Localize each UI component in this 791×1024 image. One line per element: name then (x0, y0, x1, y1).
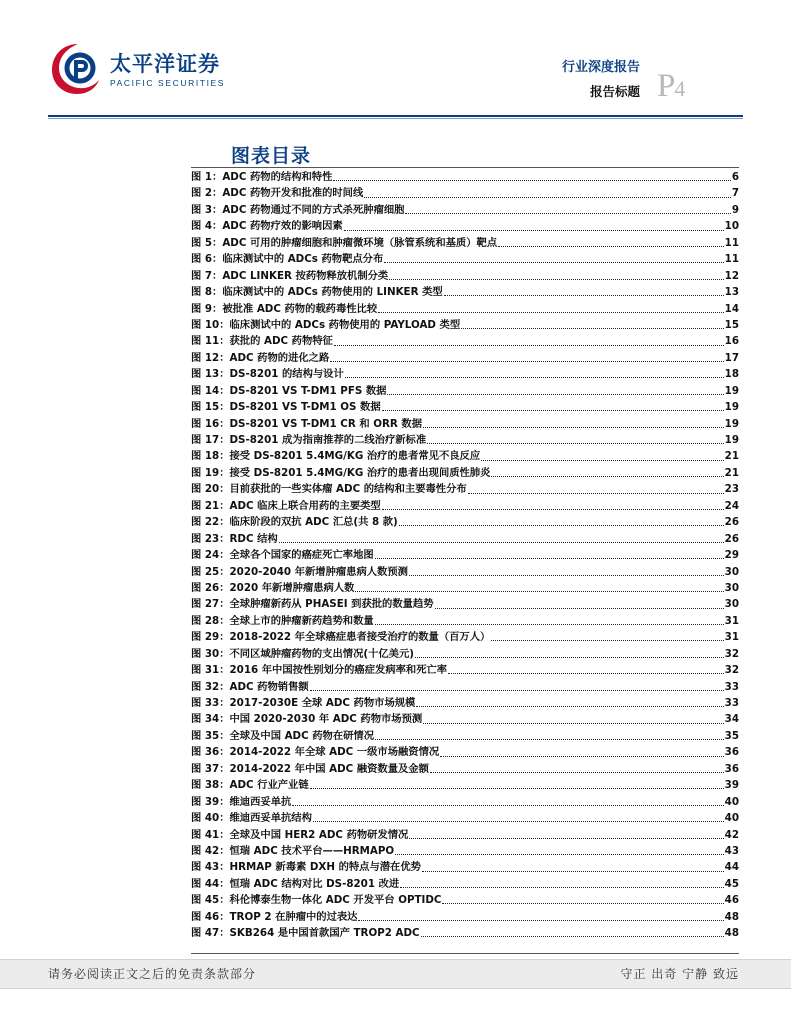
toc-entry[interactable] (191, 728, 739, 744)
toc-entry-label: 图 3：ADC 药物通过不同的方式杀死肿瘤细胞 (191, 203, 405, 216)
toc-entry[interactable] (191, 761, 739, 777)
toc-entry[interactable] (191, 695, 739, 711)
toc-entry-page: 21 (724, 450, 739, 463)
toc-entry-page: 32 (724, 647, 739, 660)
toc-entry[interactable] (191, 350, 739, 366)
toc-dot-leader (416, 695, 723, 707)
toc-dot-leader (358, 909, 723, 921)
toc-entry[interactable] (191, 547, 739, 563)
toc-entry-label: 图 39：维迪西妥单抗 (191, 795, 292, 808)
toc-dot-leader (435, 597, 724, 609)
toc-entry[interactable] (191, 202, 739, 218)
toc-dot-leader (405, 202, 730, 214)
toc-dot-leader (375, 613, 724, 625)
toc-dot-leader (375, 728, 724, 740)
toc-dot-leader (423, 712, 723, 724)
toc-entry-label: 图 45：科伦博泰生物一体化 ADC 开发平台 OPTIDC (191, 894, 442, 907)
toc-dot-leader (481, 449, 724, 461)
toc-entry-label: 图 43：HRMAP 新毒素 DXH 的特点与潜在优势 (191, 861, 421, 874)
toc-dot-leader (310, 679, 724, 691)
toc-title: 图表目录 (231, 145, 312, 167)
toc-entry-page: 9 (731, 203, 739, 216)
toc-dot-leader (344, 219, 724, 231)
toc-entry-label: 图 6：临床测试中的 ADCs 药物靶点分布 (191, 253, 384, 266)
toc-entry-page: 26 (724, 532, 739, 545)
toc-entry-label: 图 5：ADC 可用的肿瘤细胞和肿瘤微环境（脉管系统和基质）靶点 (191, 236, 498, 249)
toc-entry[interactable] (191, 613, 739, 629)
pacific-securities-logo-icon (48, 40, 104, 98)
toc-entry-label: 图 13：DS-8201 的结构与设计 (191, 368, 344, 381)
toc-entry-label: 图 25：2020-2040 年新增肿瘤患病人数预测 (191, 565, 408, 578)
page-number-value: 4 (674, 76, 686, 101)
toc-entry[interactable] (191, 679, 739, 695)
toc-entry-label: 图 1：ADC 药物的结构和特性 (191, 171, 333, 183)
toc-entry-label: 图 32：ADC 药物销售额 (191, 680, 309, 693)
toc-entry-label: 图 22：临床阶段的双抗 ADC 汇总(共 8 款) (191, 516, 398, 529)
toc-entry-label: 图 30：不同区域肿瘤药物的支出情况(十亿美元) (191, 647, 414, 660)
toc-entry[interactable] (191, 859, 739, 875)
toc-dot-leader (491, 465, 723, 477)
toc-entry[interactable] (191, 662, 739, 678)
toc-entry[interactable] (191, 317, 739, 333)
toc-entry-label: 图 35：全球及中国 ADC 药物在研情况 (191, 729, 375, 742)
toc-entry-page: 13 (724, 286, 739, 299)
toc-entry[interactable] (191, 465, 739, 481)
toc-entry-page: 15 (724, 318, 739, 331)
toc-entry-label: 图 29：2018-2022 年全球癌症患者接受治疗的数量（百万人） (191, 631, 491, 644)
toc-dot-leader (448, 662, 724, 674)
toc-dot-leader (333, 169, 730, 181)
toc-entry[interactable] (191, 596, 739, 612)
toc-entry-page: 48 (724, 910, 739, 923)
toc-entry[interactable] (191, 892, 739, 908)
toc-dot-leader (345, 366, 724, 378)
toc-entry-label: 图 4：ADC 药物疗效的影响因素 (191, 220, 343, 233)
toc-entry-page: 33 (724, 697, 739, 709)
toc-dot-leader (400, 876, 723, 888)
toc-entry-page: 19 (724, 401, 739, 414)
toc-entry-page: 40 (724, 795, 739, 808)
toc-entry-label: 图 34：中国 2020-2030 年 ADC 药物市场预测 (191, 713, 423, 726)
toc-entry-label: 图 16：DS-8201 VS T-DM1 CR 和 ORR 数据 (191, 417, 423, 430)
toc-entry-label: 图 9：被批准 ADC 药物的载药毒性比较 (191, 302, 378, 315)
toc-entry[interactable] (191, 646, 739, 662)
toc-dot-leader (364, 186, 731, 198)
toc-dot-leader (330, 350, 723, 362)
toc-entry[interactable] (191, 268, 739, 284)
toc-dot-leader (423, 416, 724, 428)
toc-entry[interactable] (191, 333, 739, 349)
toc-entry-page: 12 (724, 269, 739, 282)
toc-entry[interactable] (191, 514, 739, 530)
toc-entry-page: 29 (724, 549, 739, 562)
toc-entry-label: 图 24：全球各个国家的癌症死亡率地图 (191, 549, 374, 562)
footer-disclaimer: 请务必阅读正文之后的免责条款部分 (48, 967, 257, 981)
report-type: 行业深度报告 (561, 60, 640, 75)
toc-entry[interactable] (191, 810, 739, 826)
toc-top-rule (191, 167, 739, 168)
toc-dot-leader (375, 547, 724, 559)
toc-entry-page: 19 (724, 417, 739, 430)
toc-dot-leader (355, 580, 723, 592)
toc-dot-leader (279, 531, 724, 543)
toc-dot-leader (382, 399, 724, 411)
toc-dot-leader (395, 843, 723, 855)
page-prefix: P (657, 68, 675, 104)
toc-entry-page: 19 (724, 434, 739, 446)
toc-entry-label: 图 18：接受 DS-8201 5.4MG/KG 治疗的患者常见不良反应 (191, 450, 481, 463)
toc-entry[interactable] (191, 843, 739, 859)
toc-entry-page: 45 (724, 877, 739, 890)
toc-dot-leader (382, 498, 724, 510)
toc-entry-page: 14 (724, 302, 739, 315)
toc-entry-page: 11 (724, 253, 739, 266)
header-divider (48, 115, 743, 117)
toc-entry[interactable] (191, 399, 739, 415)
logo-english-name: PACIFIC SECURITIES (110, 78, 226, 88)
toc-entry-label: 图 19：接受 DS-8201 5.4MG/KG 治疗的患者出现间质性肺炎 (191, 466, 491, 479)
toc-dot-leader (384, 251, 723, 263)
toc-entry[interactable] (191, 481, 739, 497)
toc-entry[interactable] (191, 432, 739, 448)
toc-entry[interactable] (191, 383, 739, 399)
toc-entry-label: 图 46：TROP 2 在肿瘤中的过表达 (191, 910, 358, 923)
logo-chinese-name: 太平洋证券 (110, 52, 220, 76)
toc-entry[interactable] (191, 564, 739, 580)
header-divider-thin (48, 118, 743, 119)
toc-dot-leader (409, 827, 723, 839)
toc-entry[interactable] (191, 827, 739, 843)
toc-entry[interactable] (191, 777, 739, 793)
toc-entry[interactable] (191, 235, 739, 251)
toc-entry-label: 图 20：目前获批的一些实体瘤 ADC 的结构和主要毒性分布 (191, 483, 467, 496)
toc-entry[interactable] (191, 794, 739, 810)
toc-dot-leader (409, 564, 724, 576)
toc-entry-label: 图 21：ADC 临床上联合用药的主要类型 (191, 499, 381, 512)
toc-entry-page: 30 (724, 581, 739, 594)
toc-entry-page: 46 (724, 894, 739, 907)
toc-entry-label: 图 33：2017-2030E 全球 ADC 药物市场规模 (191, 697, 416, 709)
toc-entry-page: 35 (724, 729, 739, 742)
toc-entry-label: 图 27：全球肿瘤新药从 PHASEI 到获批的数量趋势 (191, 598, 434, 611)
toc-dot-leader (461, 317, 724, 329)
toc-entry-page: 42 (724, 828, 739, 841)
toc-dot-leader (292, 794, 723, 806)
toc-entry-page: 33 (724, 680, 739, 693)
toc-dot-leader (444, 284, 724, 296)
toc-entry[interactable] (191, 744, 739, 760)
toc-entry-label: 图 37：2014-2022 年中国 ADC 融资数量及金额 (191, 762, 429, 775)
toc-entry[interactable] (191, 218, 739, 234)
toc-dot-leader (422, 860, 724, 872)
toc-bottom-rule (191, 953, 739, 954)
toc-dot-leader (421, 925, 724, 937)
toc-dot-leader (415, 646, 724, 658)
toc-entry-label: 图 44：恒瑞 ADC 结构对比 DS-8201 改进 (191, 877, 400, 890)
toc-entry-label: 图 11：获批的 ADC 药物特征 (191, 335, 333, 348)
toc-entry[interactable] (191, 580, 739, 596)
toc-entry[interactable] (191, 711, 739, 727)
footer-motto: 守正 出奇 宁静 致远 (620, 967, 739, 981)
toc-entry-page: 19 (724, 384, 739, 397)
toc-dot-leader (491, 629, 723, 641)
toc-entry-label: 图 40：维迪西妥单抗结构 (191, 812, 312, 825)
toc-dot-leader (498, 235, 724, 247)
toc-entry-page: 31 (724, 631, 739, 644)
toc-entry[interactable] (191, 531, 739, 547)
toc-entry[interactable] (191, 925, 739, 941)
toc-entry-label: 图 41：全球及中国 HER2 ADC 药物研发情况 (191, 828, 409, 841)
toc-entry-page: 30 (724, 565, 739, 578)
toc-dot-leader (430, 761, 724, 773)
toc-list (191, 169, 739, 942)
toc-dot-leader (442, 892, 723, 904)
toc-entry-page: 26 (724, 516, 739, 529)
toc-entry[interactable] (191, 185, 739, 201)
toc-entry-label: 图 2：ADC 药物开发和批准的时间线 (191, 187, 364, 200)
toc-dot-leader (389, 268, 723, 280)
toc-entry-page: 39 (724, 779, 739, 792)
toc-entry-label: 图 8：临床测试中的 ADCs 药物使用的 LINKER 类型 (191, 286, 443, 299)
toc-entry-label: 图 12：ADC 药物的进化之路 (191, 351, 330, 364)
toc-entry-page: 30 (724, 598, 739, 611)
toc-entry-page: 24 (724, 499, 739, 512)
report-title: 报告标题 (589, 84, 640, 99)
toc-dot-leader (310, 777, 724, 789)
toc-entry[interactable] (191, 366, 739, 382)
toc-entry[interactable] (191, 876, 739, 892)
toc-entry-page: 32 (724, 664, 739, 677)
toc-entry-page: 40 (724, 812, 739, 825)
toc-entry-label: 图 26：2020 年新增肿瘤患病人数 (191, 581, 355, 594)
company-logo (48, 40, 226, 102)
toc-entry-label: 图 31：2016 年中国按性别划分的癌症发病率和死亡率 (191, 664, 448, 677)
toc-dot-leader (427, 432, 724, 444)
toc-entry[interactable] (191, 629, 739, 645)
toc-entry[interactable] (191, 416, 739, 432)
toc-entry-page: 7 (731, 187, 739, 200)
toc-entry-page: 10 (724, 220, 739, 233)
toc-entry-page: 21 (724, 466, 739, 479)
toc-entry-page: 18 (724, 368, 739, 381)
toc-dot-leader (468, 482, 724, 494)
toc-entry-label: 图 47：SKB264 是中国首款国产 TROP2 ADC (191, 927, 420, 940)
toc-entry-page: 11 (724, 236, 739, 249)
toc-entry-label: 图 10：临床测试中的 ADCs 药物使用的 PAYLOAD 类型 (191, 318, 461, 331)
toc-entry-label: 图 17：DS-8201 成为指南推荐的二线治疗新标准 (191, 434, 427, 446)
toc-entry[interactable] (191, 909, 739, 925)
toc-dot-leader (378, 301, 724, 313)
toc-dot-leader (313, 810, 724, 822)
toc-entry-label: 图 7：ADC LINKER 按药物释放机制分类 (191, 269, 389, 282)
toc-entry[interactable] (191, 448, 739, 464)
toc-entry-page: 16 (724, 335, 739, 348)
toc-entry-label: 图 42：恒瑞 ADC 技术平台——HRMAPO (191, 844, 395, 857)
toc-entry-page: 23 (724, 483, 739, 496)
toc-entry-label: 图 38：ADC 行业产业链 (191, 779, 309, 792)
toc-entry-label: 图 23：RDC 结构 (191, 532, 278, 545)
toc-dot-leader (334, 334, 724, 346)
toc-dot-leader (399, 514, 724, 526)
toc-entry-page: 48 (724, 927, 739, 940)
toc-entry-page: 34 (724, 713, 739, 726)
toc-entry[interactable] (191, 169, 739, 185)
toc-entry-label: 图 28：全球上市的肿瘤新药趋势和数量 (191, 614, 374, 627)
toc-entry[interactable] (191, 498, 739, 514)
toc-dot-leader (440, 745, 723, 757)
toc-entry-label: 图 14：DS-8201 VS T-DM1 PFS 数据 (191, 384, 387, 397)
toc-entry-label: 图 36：2014-2022 年全球 ADC 一级市场融资情况 (191, 746, 440, 759)
toc-entry-page: 36 (724, 762, 739, 775)
toc-entry-page: 6 (731, 171, 739, 183)
toc-entry-page: 43 (724, 844, 739, 857)
toc-entry-page: 31 (724, 614, 739, 627)
toc-entry[interactable] (191, 284, 739, 300)
toc-entry-label: 图 15：DS-8201 VS T-DM1 OS 数据 (191, 401, 381, 414)
toc-entry[interactable] (191, 301, 739, 317)
toc-entry-page: 36 (724, 746, 739, 759)
toc-dot-leader (387, 383, 723, 395)
toc-entry[interactable] (191, 251, 739, 267)
toc-entry-page: 44 (724, 861, 739, 874)
toc-entry-page: 17 (724, 351, 739, 364)
page-number (657, 68, 685, 105)
